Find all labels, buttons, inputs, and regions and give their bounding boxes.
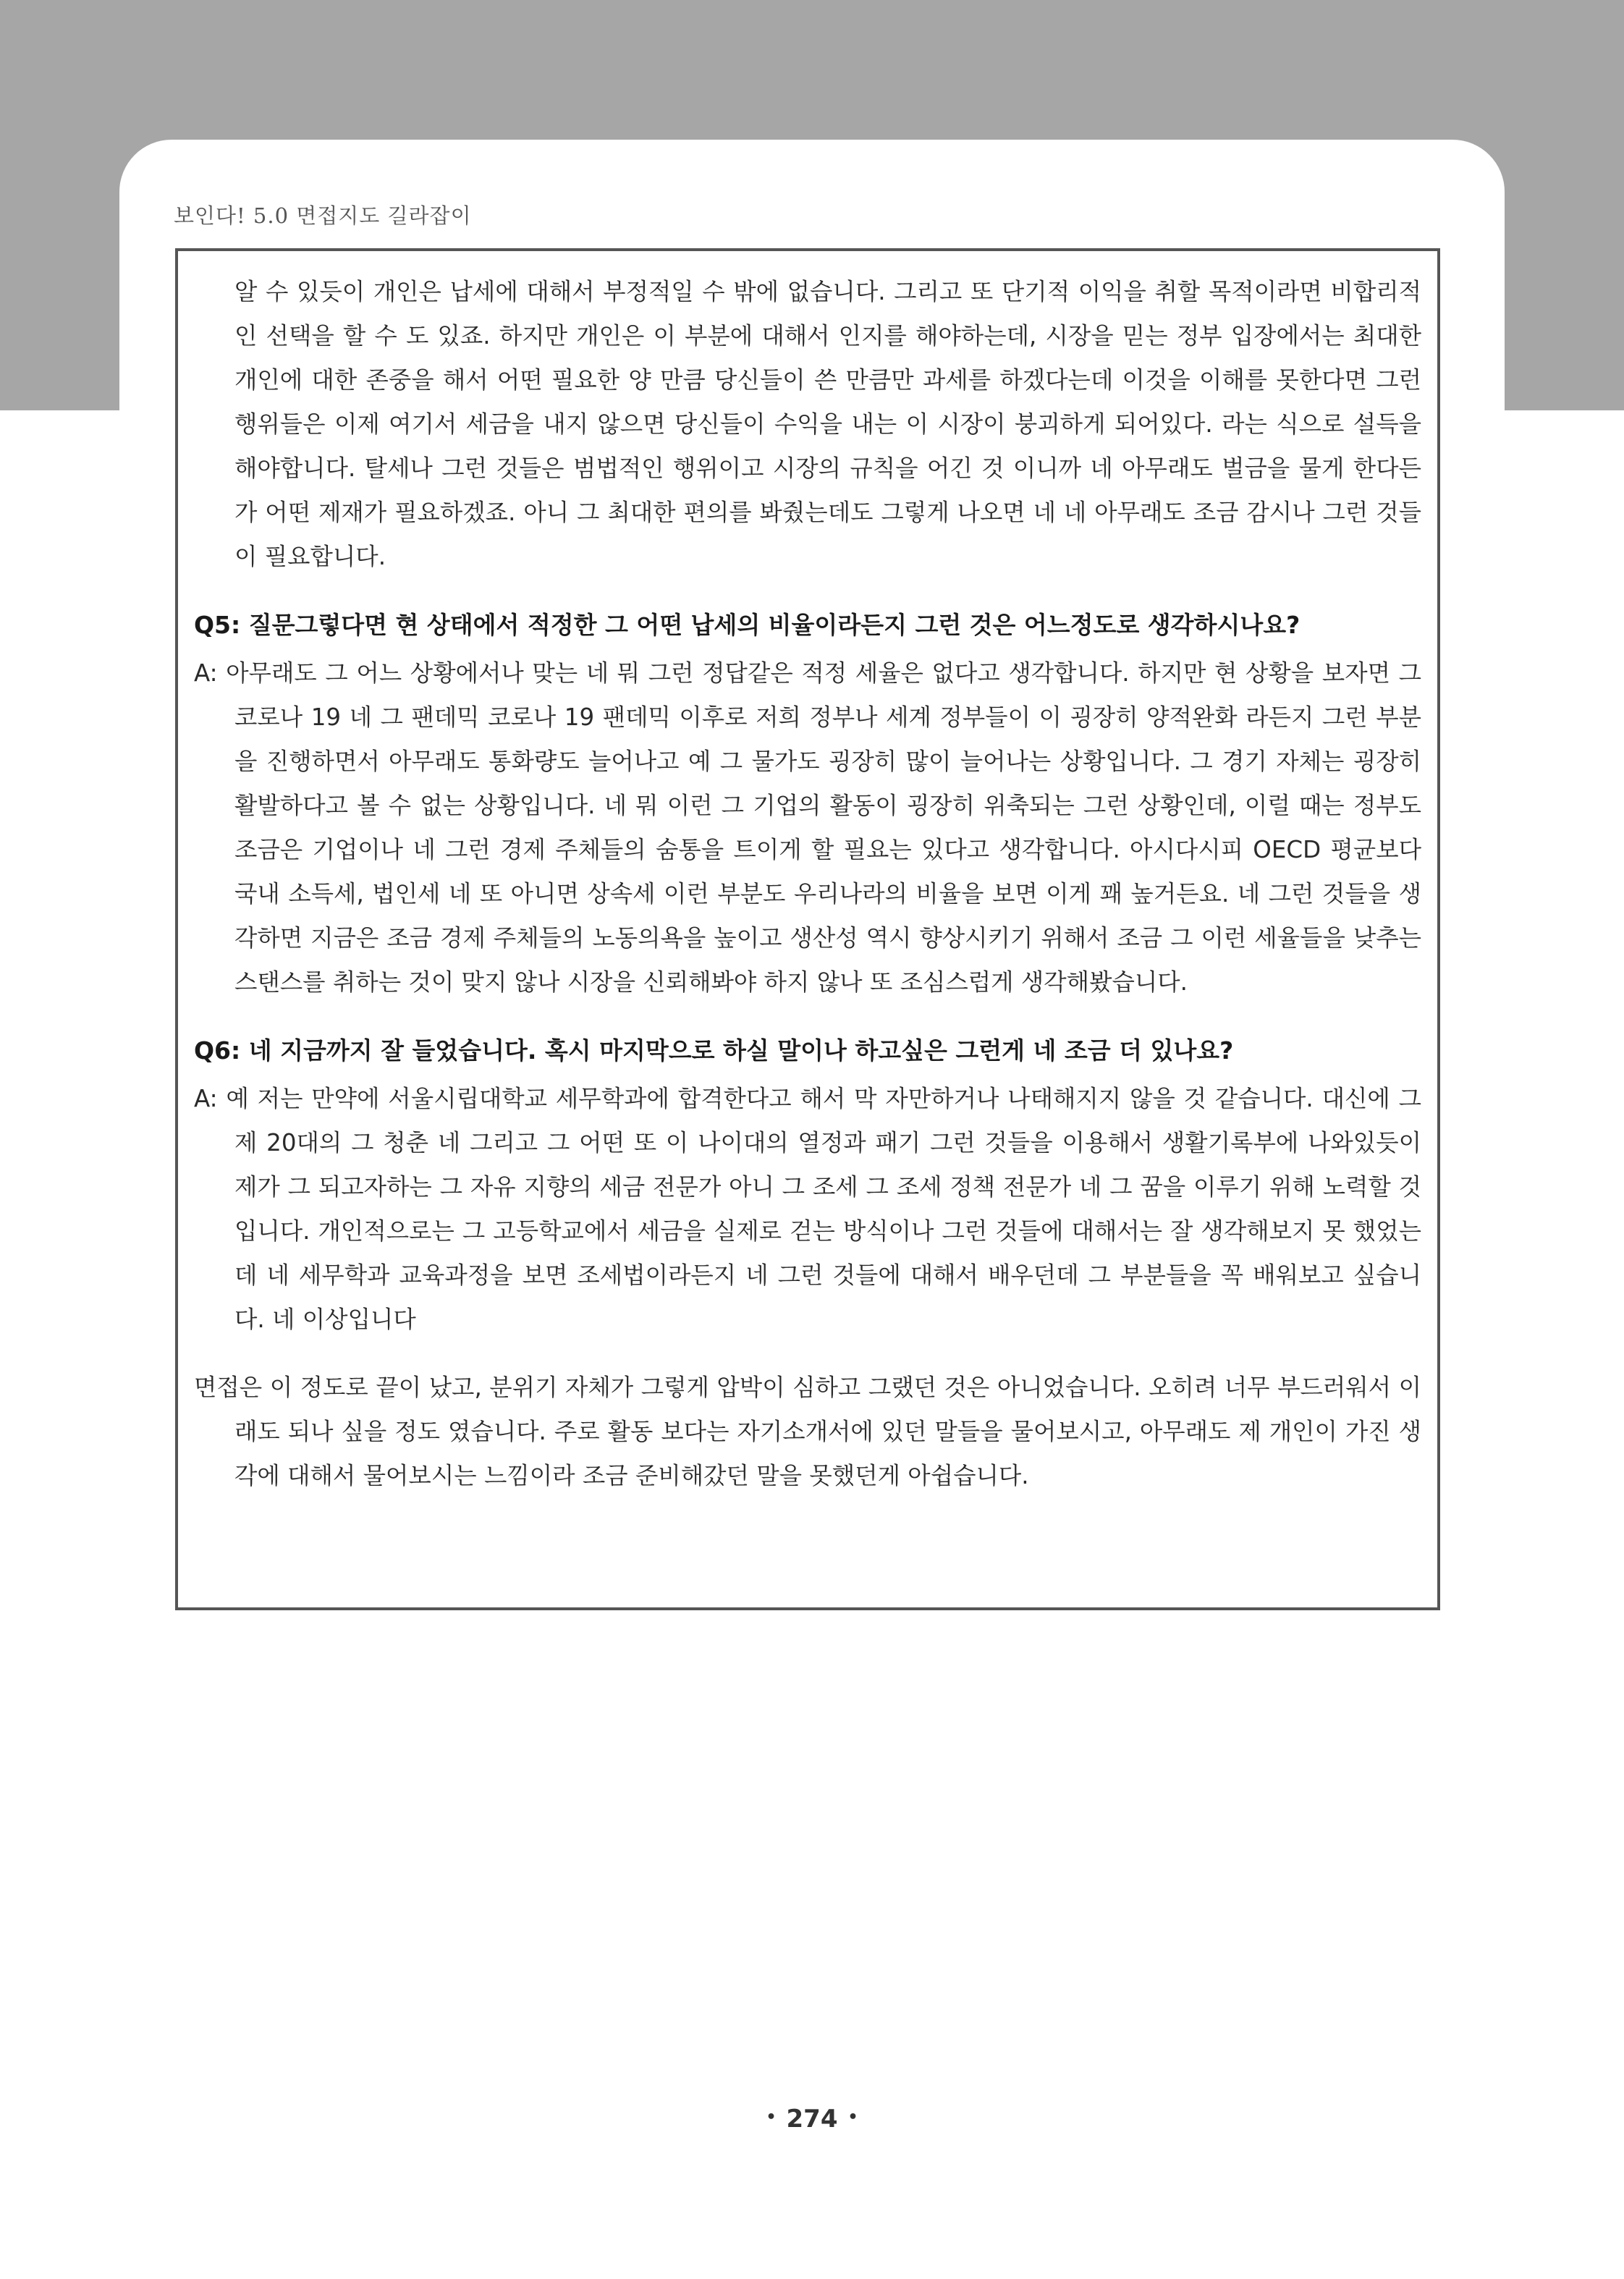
page-number xyxy=(0,2105,1624,2134)
bullet-left-icon: • xyxy=(766,2108,777,2126)
intro-paragraph: 알 수 있듯이 개인은 납세에 대해서 부정적일 수 밖에 없습니다. 그리고 또 단기적 이익을 취할 목적이라면 비합리적인 선택을 할 수 도 있죠. 하지만 개인은 이 부분에 대해서 인지를 해야하는데, 시장을 믿는 정부 입장에서는 최대한 개인에 대한 존중을 해서 어떤 필요한 양 만큼 당신들이 쓴 만큼만 과세를 하겠다는데 이것을 이해를 못한다면 그런 행위들은 이제 여기서 세금을 내지 않으면 당신들이 수익을 내는 이 시장이 붕괴하게 되어있다. 라는 식으로 설득을 해야합니다. 탈세나 그런 것들은 범법적인 행위이고 시장의 규칙을 어긴 것 이니까 네 아무래도 벌금을 물게 한다든가 어떤 제재가 필요하겠죠. 아니 그 최대한 편의를 봐줬는데도 그렇게 나오면 네 네 아무래도 조금 감시나 그런 것들이 필요합니다. xyxy=(234,278,1421,570)
content-box xyxy=(175,248,1440,1610)
bullet-right-icon: • xyxy=(847,2108,858,2126)
closing-paragraph: 면접은 이 정도로 끝이 났고, 분위기 자체가 그렇게 압박이 심하고 그랬던 것은 아니었습니다. 오히려 너무 부드러워서 이래도 되나 싶을 정도 였습니다. 주로 활동 보다는 자기소개서에 있던 말들을 물어보시고, 아무래도 제 개인이 가진 생각에 대해서 물어보시는 느낌이라 조금 준비해갔던 말을 못했던게 아쉽습니다. xyxy=(194,1374,1421,1489)
right-margin-bar xyxy=(1505,394,1624,410)
left-margin-bar xyxy=(0,394,119,410)
question-5: Q5: 질문그렇다면 현 상태에서 적정한 그 어떤 납세의 비율이라든지 그런 것은 어느정도로 생각하시나요? xyxy=(194,611,1301,639)
running-header: 보인다! 5.0 면접지도 길라잡이 xyxy=(174,203,472,228)
answer-5: A: 아무래도 그 어느 상황에서나 맞는 네 뭐 그런 정답같은 적정 세율은 없다고 생각합니다. 하지만 현 상황을 보자면 그 코로나 19 네 그 팬데믹 코로나 19 팬데믹 이후로 저희 정부나 세계 정부들이 이 굉장히 양적완화 라든지 그런 부분을 진행하면서 아무래도 통화량도 늘어나고 예 그 물가도 굉장히 많이 늘어나는 상황입니다. 그 경기 자체는 굉장히 활발하다고 볼 수 없는 상황입니다. 네 뭐 이런 그 기업의 활동이 굉장히 위축되는 그런 상황인데, 이럴 때는 정부도 조금은 기업이나 네 그런 경제 주체들의 숨통을 트이게 할 필요는 있다고 생각합니다. 아시다시피 OECD 평균보다 국내 소득세, 법인세 네 또 아니면 상속세 이런 부분도 우리나라의 비율을 보면 이게 꽤 높거든요. 네 그런 것들을 생각하면 지금은 조금 경제 주체들의 노동의욕을 높이고 생산성 역시 향상시키기 위해서 조금 그 이런 세율들을 낮추는 스탠스를 취하는 것이 맞지 않나 시장을 신뢰해봐야 하지 않나 또 조심스럽게 생각해봤습니다. xyxy=(194,659,1421,996)
question-6: Q6: 네 지금까지 잘 들었습니다. 혹시 마지막으로 하실 말이나 하고싶은 그런게 네 조금 더 있나요? xyxy=(194,1036,1234,1065)
page-number-text: 274 xyxy=(786,2105,838,2134)
answer-6: A: 예 저는 만약에 서울시립대학교 세무학과에 합격한다고 해서 막 자만하거나 나태해지지 않을 것 같습니다. 대신에 그 제 20대의 그 청춘 네 그리고 그 어떤 또 이 나이대의 열정과 패기 그런 것들을 이용해서 생활기록부에 나와있듯이 제가 그 되고자하는 그 자유 지향의 세금 전문가 아니 그 조세 그 조세 정책 전문가 네 그 꿈을 이루기 위해 노력할 것입니다. 개인적으로는 그 고등학교에서 세금을 실제로 걷는 방식이나 그런 것들에 대해서는 잘 생각해보지 못 했었는데 네 세무학과 교육과정을 보면 조세법이라든지 네 그런 것들에 대해서 배우던데 그 부분들을 꼭 배워보고 싶습니다. 네 이상입니다 xyxy=(194,1085,1421,1333)
